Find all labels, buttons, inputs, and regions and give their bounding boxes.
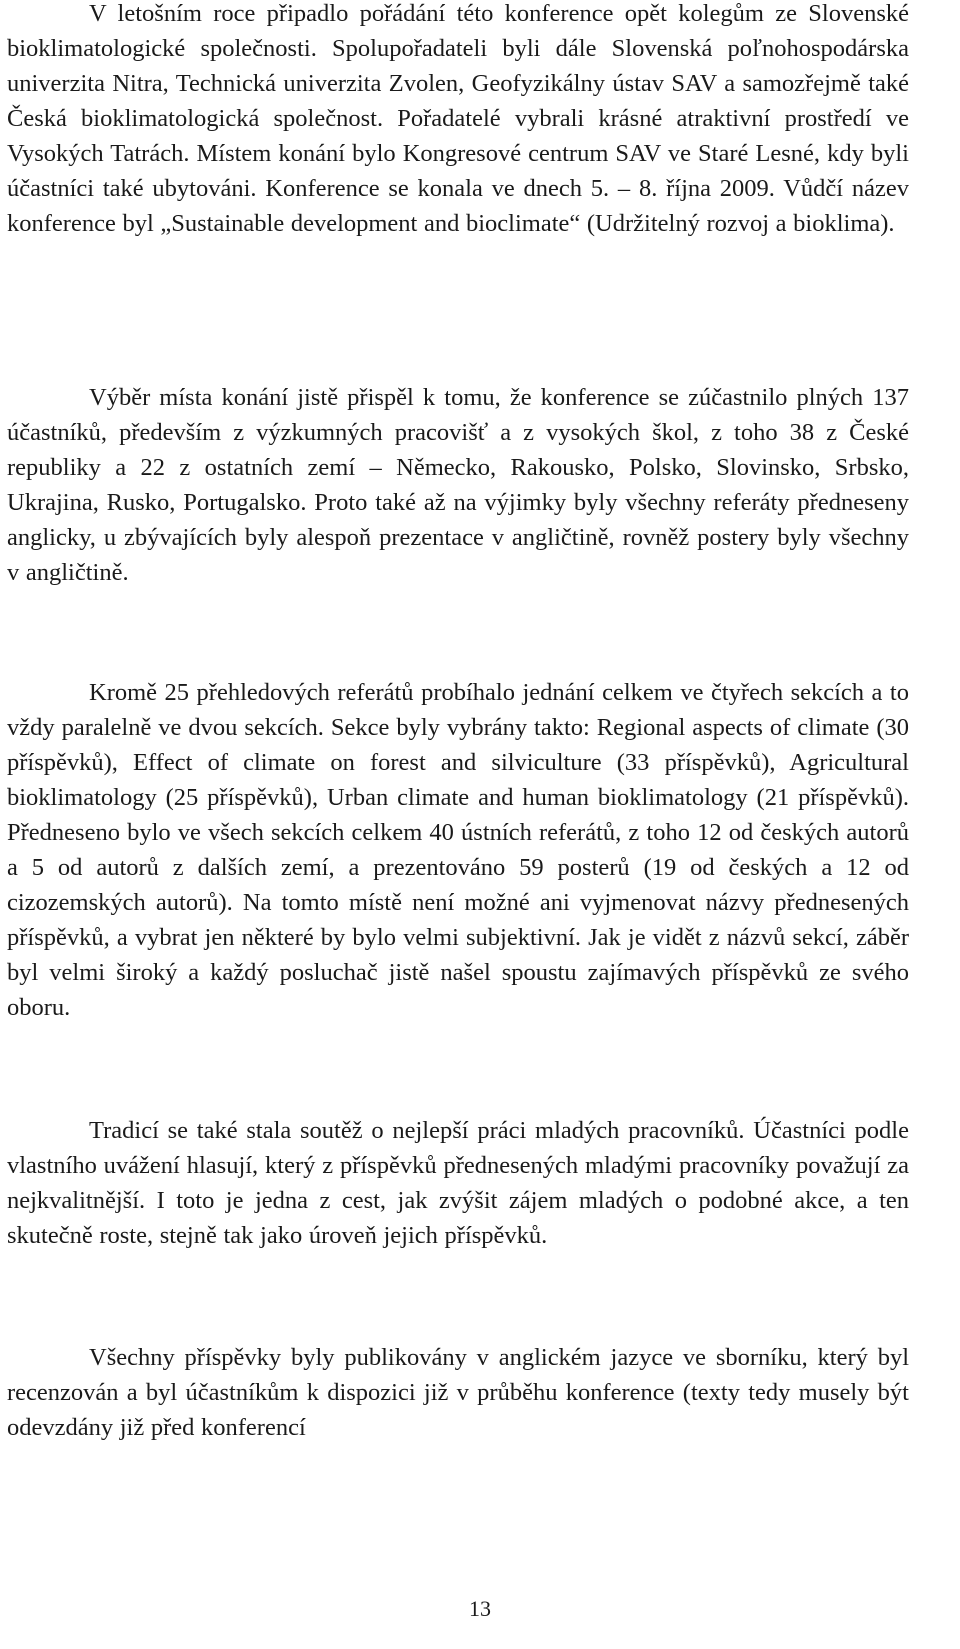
page-number: 13 xyxy=(469,1596,491,1621)
paragraph-young-researchers-competition: Tradicí se také stala soutěž o nejlepší práci mladých pracovníků. Účastníci podle vlastního uvážení hlasují, který z příspěvků přednesených mladými pracovníky považují za nejkvalitnější. I toto je jedna z cest, jak zvýšit zájem mladých o podobné akce, a ten skutečně roste, stejně tak jako úroveň jejich příspěvků. xyxy=(7,1117,909,1249)
paragraph-sections: Kromě 25 přehledových referátů probíhalo jednání celkem ve čtyřech sekcích a to vždy paralelně ve dvou sekcích. Sekce byly vybrány takto: Regional aspects of climate (30 příspěvků), Effect of climate on forest and silviculture (33 příspěvků), Agricultural bioklimatology (25 příspěvků), Urban climate and human bioklimatology (21 příspěvků). Předneseno bylo ve všech sekcích celkem 40 ústních referátů, z toho 12 od českých autorů a 5 od autorů z dalších zemí, a prezentováno 59 posterů (19 od českých a 12 od cizozemských autorů). Na tomto místě není možné ani vyjmenovat názvy přednesených příspěvků, a vybrat jen některé by bylo velmi subjektivní. Jak je vidět z názvů sekcí, záběr byl velmi široký a každý posluchač jistě našel spoustu zajímavých příspěvků ze svého oboru. xyxy=(7,679,909,1021)
paragraph-conference-organization: V letošním roce připadlo pořádání této konference opět kolegům ze Slovenské bioklimatologické společnosti. Spolupořadateli byli dále Slovenská poľnohospodárska univerzita Nitra, Technická univerzita Zvolen, Geofyzikálny ústav SAV a samozřejmě také Česká bioklimatologická společnost. Pořadatelé vybrali krásné atraktivní prostředí ve Vysokých Tatrách. Místem konání bylo Kongresové centrum SAV ve Staré Lesné, kdy byli účastníci také ubytováni. Konference se konala ve dnech 5. – 8. října 2009. Vůdčí název konference byl „Sustainable development and bioclimate“ (Udržitelný rozvoj a bioklima). xyxy=(7,0,909,237)
paragraph-proceedings: Všechny příspěvky byly publikovány v anglickém jazyce ve sborníku, který byl recenzován a byl účastníkům k dispozici již v průběhu konference (texty tedy musely být odevzdány již před konferencí xyxy=(7,1344,909,1441)
paragraph-participants: Výběr místa konání jistě přispěl k tomu, že konference se zúčastnilo plných 137 účastníků, především z výzkumných pracovišť a z vysokých škol, z toho 38 z České republiky a 22 z ostatních zemí – Německo, Rakousko, Polsko, Slovinsko, Srbsko, Ukrajina, Rusko, Portugalsko. Proto také až na výjimky byly všechny referáty předneseny anglicky, u zbývajících byly alespoň prezentace v angličtině, rovněž postery byly všechny v angličtině. xyxy=(7,384,909,586)
